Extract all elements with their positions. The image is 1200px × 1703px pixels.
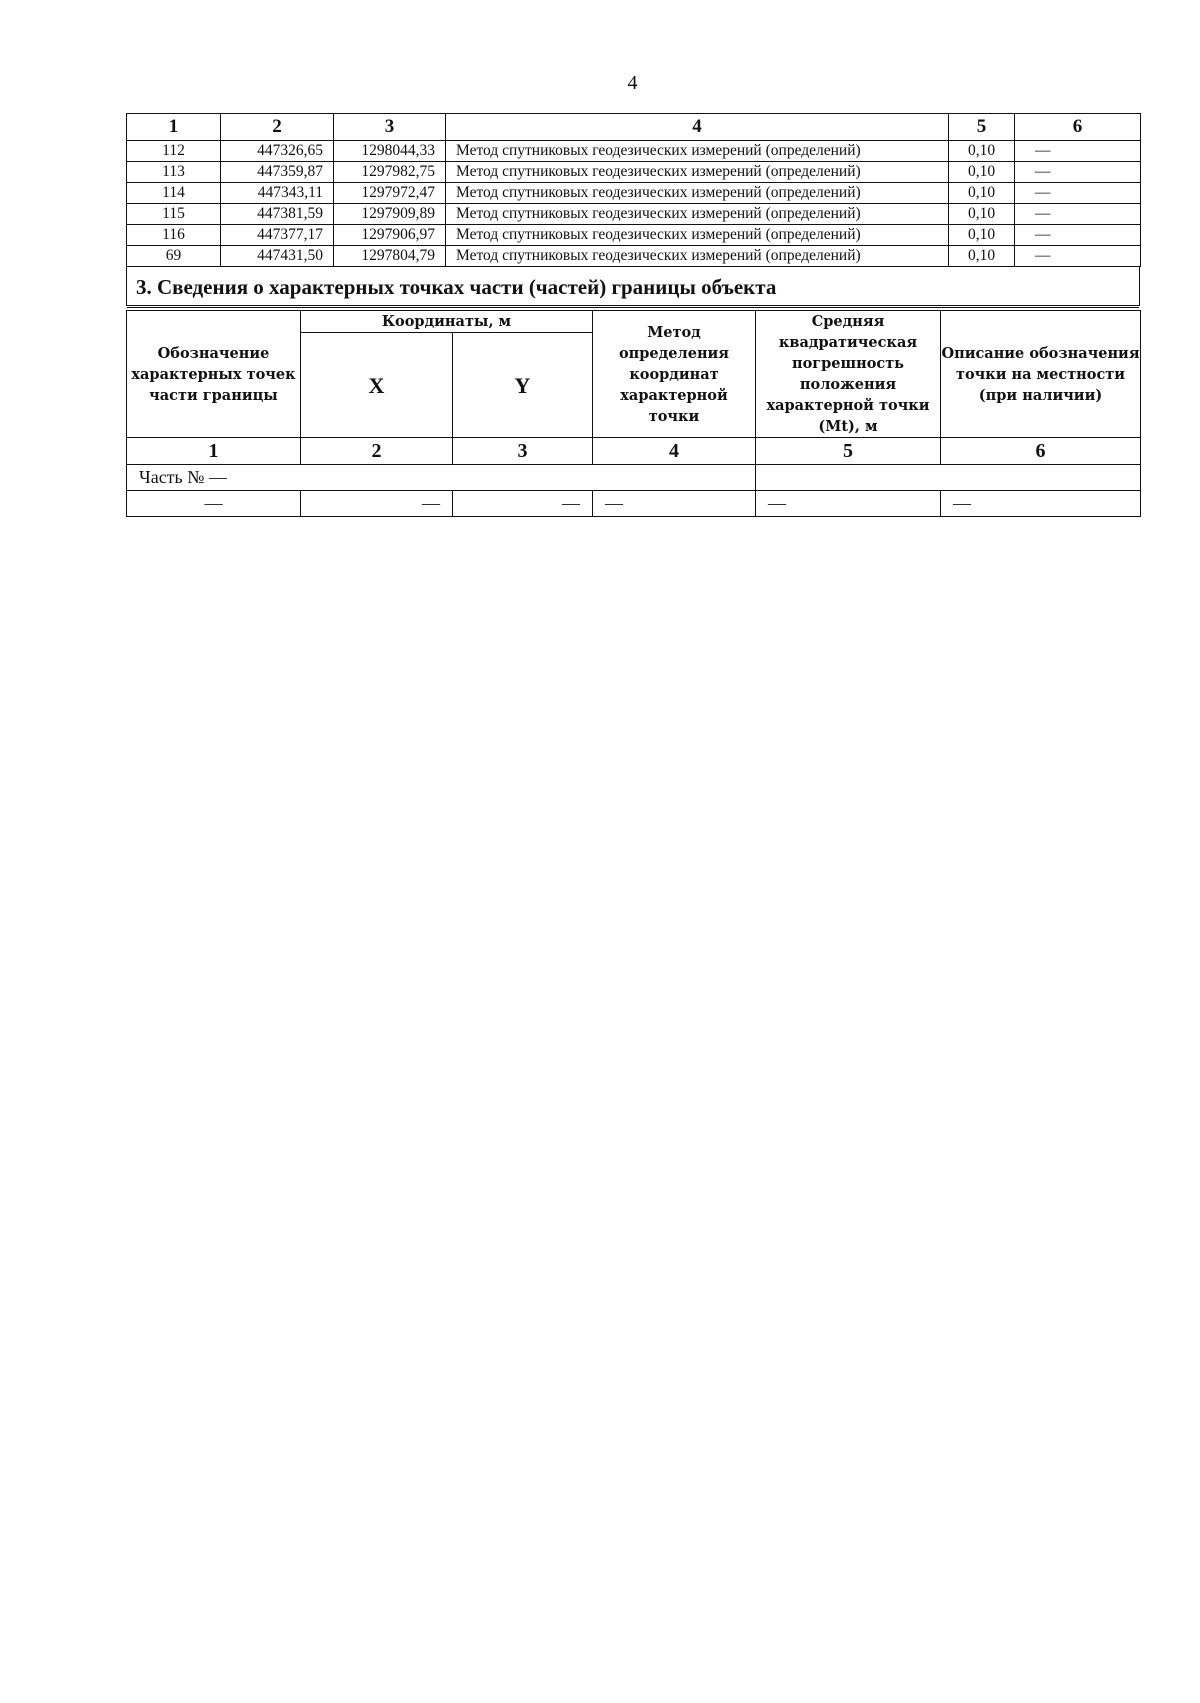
part-label-empty [756,465,1141,491]
accuracy-cell: 0,10 [949,162,1015,183]
method-cell: Метод спутниковых геодезических измерений (определений) [446,246,949,267]
table-row [127,162,1141,183]
document-body [126,113,1140,517]
y-cell: 1297972,47 [334,183,446,204]
method-cell: Метод спутниковых геодезических измерений (определений) [446,162,949,183]
column-number: 1 [127,114,221,141]
table-row [127,225,1141,246]
description-cell: — [1015,162,1141,183]
method-header: Метод определения координат характерной точки [593,311,756,438]
accuracy-cell: 0,10 [949,141,1015,162]
point-cell: 113 [127,162,221,183]
x-cell: 447377,17 [221,225,334,246]
point-cell: 69 [127,246,221,267]
accuracy-cell: — [756,491,941,517]
page-number: 4 [627,72,638,94]
accuracy-cell: 0,10 [949,225,1015,246]
x-cell: 447359,87 [221,162,334,183]
section-3-title: 3. Сведения о характерных точках части (частей) границы объекта [126,267,1140,306]
designation-cell: — [127,491,301,517]
x-cell: 447326,65 [221,141,334,162]
description-cell: — [1015,246,1141,267]
table-row [127,491,1141,517]
method-cell: — [593,491,756,517]
accuracy-cell: 0,10 [949,204,1015,225]
y-cell: 1297804,79 [334,246,446,267]
x-header: X [301,333,453,438]
table-row [127,246,1141,267]
designation-header: Обозначение характерных точек части границы [127,311,301,438]
accuracy-cell: 0,10 [949,183,1015,204]
y-cell: 1298044,33 [334,141,446,162]
part-label: Часть № — [127,465,756,491]
accuracy-header: Средняя квадратическая погрешность положения характерной точки (Mt), м [756,311,941,438]
description-cell: — [1015,204,1141,225]
column-number: 2 [221,114,334,141]
column-number: 3 [453,438,593,465]
column-number: 4 [446,114,949,141]
method-cell: Метод спутниковых геодезических измерений (определений) [446,225,949,246]
point-cell: 114 [127,183,221,204]
method-cell: Метод спутниковых геодезических измерений (определений) [446,204,949,225]
column-number: 1 [127,438,301,465]
method-cell: Метод спутниковых геодезических измерений (определений) [446,141,949,162]
column-number: 6 [941,438,1141,465]
column-number: 5 [949,114,1015,141]
point-cell: 115 [127,204,221,225]
point-cell: 116 [127,225,221,246]
y-cell: 1297906,97 [334,225,446,246]
table-row [127,141,1141,162]
x-cell: — [301,491,453,517]
column-number: 6 [1015,114,1141,141]
x-cell: 447431,50 [221,246,334,267]
column-number: 3 [334,114,446,141]
description-cell: — [1015,225,1141,246]
part-boundary-table [126,310,1141,517]
description-cell: — [941,491,1141,517]
method-cell: Метод спутниковых геодезических измерений (определений) [446,183,949,204]
coordinates-header: Координаты, м [301,311,593,333]
table-header-row [127,114,1141,141]
y-cell: — [453,491,593,517]
column-number: 5 [756,438,941,465]
accuracy-cell: 0,10 [949,246,1015,267]
x-cell: 447343,11 [221,183,334,204]
description-cell: — [1015,183,1141,204]
y-cell: 1297982,75 [334,162,446,183]
table-row [127,183,1141,204]
description-header: Описание обозначения точки на местности (при наличии) [941,311,1141,438]
y-cell: 1297909,89 [334,204,446,225]
y-header: Y [453,333,593,438]
column-number: 4 [593,438,756,465]
point-cell: 112 [127,141,221,162]
coordinates-table [126,113,1141,267]
description-cell: — [1015,141,1141,162]
x-cell: 447381,59 [221,204,334,225]
part-header-row [127,311,1141,333]
column-numbers-row [127,438,1141,465]
part-label-row [127,465,1141,491]
column-number: 2 [301,438,453,465]
table-row [127,204,1141,225]
